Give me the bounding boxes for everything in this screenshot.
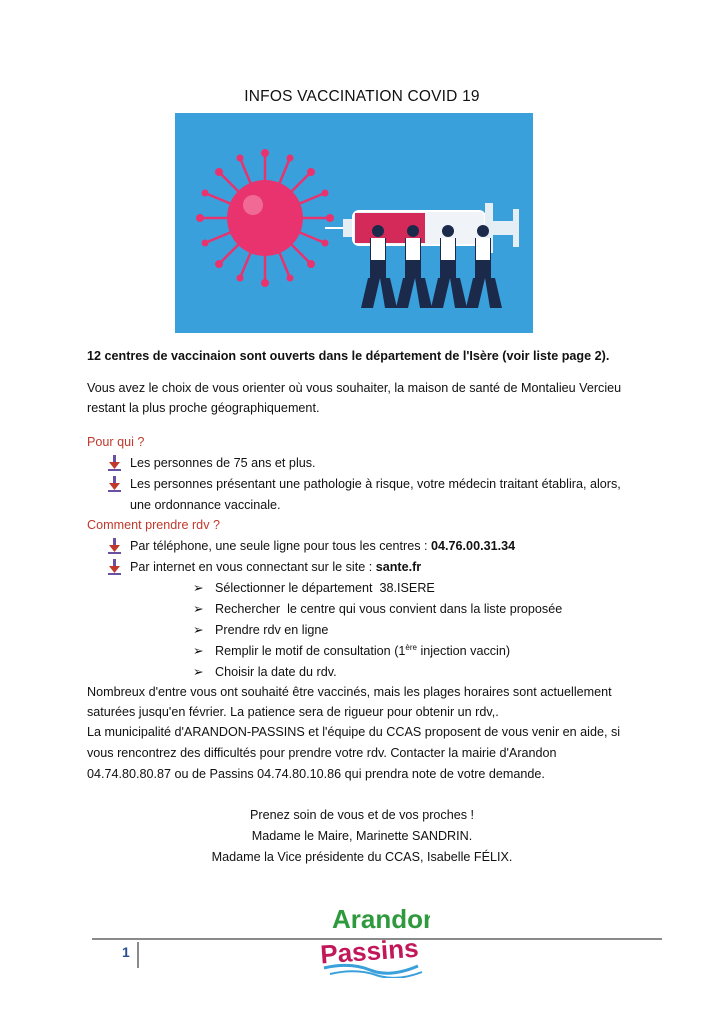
- comment-heading: Comment prendre rdv ?: [87, 518, 220, 532]
- body-line: 04.74.80.80.87 ou de Passins 04.74.80.10.86 qui prendra note de votre demande.: [87, 767, 545, 781]
- list-item-continuation: [130, 495, 281, 515]
- pour-qui-item-3: une ordonnance vaccinale.: [130, 498, 281, 512]
- internet-site-link[interactable]: sante.fr: [375, 560, 422, 574]
- body-line: Nombreux d'entre vous ont souhaité être vaccinés, mais les plages horaires sont actuellement: [87, 685, 612, 699]
- virus-icon: [196, 149, 334, 287]
- logo-top-text: Arandon: [332, 904, 430, 934]
- step-item: [193, 641, 510, 661]
- bullet-icon: [108, 474, 130, 494]
- step-4: [215, 641, 510, 661]
- arandon-passins-logo: [310, 888, 430, 978]
- step-2: Rechercher le centre qui vous convient dans la liste proposée: [215, 602, 563, 616]
- document-title: INFOS VACCINATION COVID 19: [244, 88, 480, 105]
- step-5: Choisir la date du rdv.: [215, 665, 337, 679]
- step-1: Sélectionner le département 38.ISERE: [215, 581, 435, 595]
- arrow-right-icon: ➢: [193, 644, 204, 658]
- headline: 12 centres de vaccinaion sont ouverts dans le département de l'Isère (voir liste page 2).: [87, 349, 610, 363]
- step-item: [193, 578, 435, 598]
- pour-qui-item-1: Les personnes de 75 ans et plus.: [130, 456, 316, 470]
- phone-number: 04.76.00.31.34: [431, 539, 516, 553]
- footer-page-separator: [137, 942, 139, 968]
- pour-qui-heading: Pour qui ?: [87, 435, 145, 449]
- list-item: [108, 557, 421, 577]
- closing-line: Prenez soin de vous et de vos proches !: [249, 808, 475, 822]
- intro-line-2: restant la plus proche géographiquement.: [87, 401, 320, 415]
- body-line: vous rencontrez des difficultés pour prendre votre rdv. Contacter la mairie d'Arandon: [87, 746, 557, 760]
- arrow-right-icon: ➢: [193, 581, 204, 595]
- body-line: saturées jusqu'en février. La patience sera de rigueur pour obtenir un rdv,.: [87, 705, 499, 719]
- vaccination-illustration: [175, 113, 533, 333]
- list-item: [108, 474, 621, 494]
- list-item: [108, 453, 316, 473]
- intro-line-1: Vous avez le choix de vous orienter où vous souhaiter, la maison de santé de Montalieu Vercieu: [87, 381, 622, 395]
- step-item: [193, 620, 328, 640]
- bullet-icon: [108, 536, 130, 556]
- list-item: [108, 536, 515, 556]
- step-4-sup: ère: [405, 642, 417, 652]
- internet-label: Par internet en vous connectant sur le site :: [130, 560, 376, 574]
- step-3: Prendre rdv en ligne: [215, 623, 329, 637]
- arrow-right-icon: ➢: [193, 602, 204, 616]
- signature-maire: Madame le Maire, Marinette SANDRIN.: [251, 829, 473, 843]
- step-4-suffix: injection vaccin): [416, 644, 511, 658]
- arrow-right-icon: ➢: [193, 665, 204, 679]
- step-4-prefix: Remplir le motif de consultation (1: [215, 644, 406, 658]
- arrow-right-icon: ➢: [193, 623, 204, 637]
- step-item: [193, 662, 337, 682]
- bullet-icon: [108, 453, 130, 473]
- body-line: La municipalité d'ARANDON-PASSINS et l'équipe du CCAS proposent de vous venir en aide, si: [87, 725, 621, 739]
- logo-bottom-text: Passins: [319, 932, 420, 970]
- step-item: [193, 599, 562, 619]
- signature-ccas: Madame la Vice présidente du CCAS, Isabelle FÉLIX.: [211, 850, 513, 864]
- pour-qui-item-2: Les personnes présentant une pathologie à risque, votre médecin traitant établira, alors,: [130, 477, 621, 491]
- phone-label: Par téléphone, une seule ligne pour tous les centres :: [130, 539, 432, 553]
- bullet-icon: [108, 557, 130, 577]
- page-number: 1: [122, 944, 130, 960]
